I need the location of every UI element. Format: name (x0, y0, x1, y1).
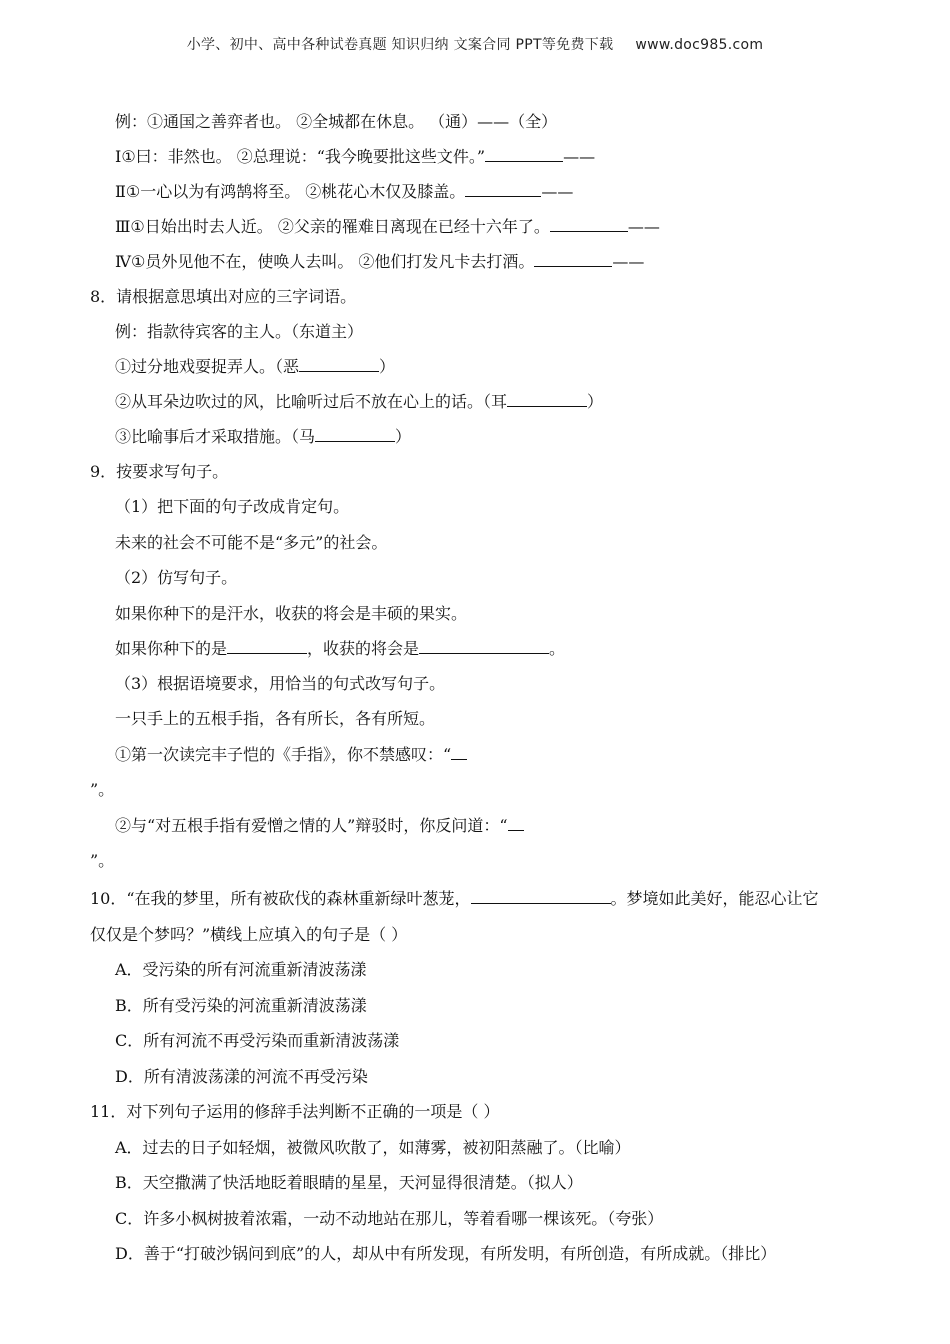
q10-option-b[interactable]: B．所有受污染的河流重新清波荡漾 (115, 996, 367, 1015)
q9-part-1: （1）把下面的句子改成肯定句。 (115, 497, 350, 516)
q7-item-1-text: Ⅰ①曰：非然也。 ②总理说：“我今晚要批这些文件。” (115, 147, 486, 166)
q11-option-d[interactable]: D．善于“打破沙锅问到底”的人，却从中有所发现，有所发明，有所创造，有所成就。（排比） (115, 1244, 777, 1263)
q11-title: 11．对下列句子运用的修辞手法判断不正确的一项是（ ） (90, 1102, 500, 1121)
answer-blank[interactable] (315, 426, 395, 442)
q9-part-3: （3）根据语境要求，用恰当的句式改写句子。 (115, 674, 446, 693)
q9-part-3-item-1-end: ”。 (90, 780, 115, 799)
q7-item-3-text: Ⅲ①日始出时去人近。 ②父亲的罹难日离现在已经十六年了。 (115, 217, 550, 236)
q11-option-c[interactable]: C．许多小枫树披着浓霜，一动不动地站在那儿，等着看哪一棵该死。（夸张） (115, 1209, 664, 1228)
answer-blank[interactable] (299, 356, 379, 372)
q7-item-2 (115, 181, 573, 203)
q11-option-a[interactable]: A．过去的日子如轻烟，被微风吹散了，如薄雾，被初阳蒸融了。（比喻） (115, 1138, 631, 1157)
q7-item-4 (115, 251, 644, 273)
q7-item-4-text: Ⅳ①员外见他不在，使唤人去叫。 ②他们打发凡卡去打酒。 (115, 252, 535, 271)
q8-item-1 (115, 356, 395, 378)
q9-fill-text-1: 如果你种下的是 (115, 639, 228, 658)
q8-item-1-text: ①过分地戏耍捉弄人。（恶 (115, 357, 300, 376)
q8-title: 8．请根据意思填出对应的三字词语。 (90, 287, 357, 306)
q8-item-3 (115, 426, 411, 448)
q10-line-2: 仅仅是个梦吗？”横线上应填入的句子是（ ） (90, 925, 408, 944)
q7-item-2-text: Ⅱ①一心以为有鸿鹄将至。 ②桃花心木仅及膝盖。 (115, 182, 466, 201)
q8-item-3-close: ） (395, 427, 412, 446)
q9-part-3-item-2-text: ②与“对五根手指有爱憎之情的人”辩驳时，你反问道：“ (115, 816, 508, 835)
q10-option-a[interactable]: A．受污染的所有河流重新清波荡漾 (115, 960, 367, 979)
q7-item-3 (115, 216, 660, 238)
q9-part-3-item-1-text: ①第一次读完丰子恺的《手指》，你不禁感叹：“ (115, 745, 452, 764)
q8-item-3-text: ③比喻事后才采取措施。（马 (115, 427, 316, 446)
q8-item-2-close: ） (587, 392, 604, 411)
q10-text-1: 10．“在我的梦里，所有被砍伐的森林重新绿叶葱茏， (90, 889, 471, 908)
answer-blank[interactable] (465, 181, 541, 197)
q10-option-c[interactable]: C．所有河流不再受污染而重新清波荡漾 (115, 1031, 400, 1050)
answer-blank[interactable] (471, 888, 611, 904)
q9-part-3-item-2 (115, 815, 524, 837)
header-text: 小学、初中、高中各种试卷真题 知识归纳 文案合同 PPT等免费下载 (186, 37, 614, 53)
answer-blank[interactable] (508, 815, 524, 831)
q9-title: 9．按要求写句子。 (90, 462, 229, 481)
q9-fill-text-3: 。 (549, 639, 566, 658)
answer-blank[interactable] (227, 638, 307, 654)
answer-blank[interactable] (550, 216, 628, 232)
q10-option-d[interactable]: D．所有清波荡漾的河流不再受污染 (115, 1067, 368, 1086)
q10-text-2: 。梦境如此美好，能忍心让它 (610, 889, 819, 908)
page-header (0, 34, 950, 54)
q9-fill-text-2: ，收获的将会是 (307, 639, 420, 658)
q8-example: 例：指款待宾客的主人。（东道主） (115, 322, 364, 341)
answer-blank[interactable] (534, 251, 612, 267)
q11-option-b[interactable]: B．天空撒满了快活地眨着眼睛的星星，天河显得很清楚。（拟人） (115, 1173, 583, 1192)
q9-part-1-sentence: 未来的社会不可能不是“多元”的社会。 (115, 533, 388, 552)
q9-part-3-item-1 (115, 744, 467, 766)
q7-example: 例：①通国之善弈者也。 ②全城都在休息。 （通）——（全） (115, 112, 558, 131)
answer-blank[interactable] (507, 391, 587, 407)
q9-part-3-item-2-end: ”。 (90, 851, 115, 870)
header-site: www.doc985.com (635, 37, 764, 53)
q7-item-1 (115, 146, 595, 168)
q8-item-1-close: ） (379, 357, 396, 376)
answer-blank[interactable] (485, 146, 563, 162)
q8-item-2 (115, 391, 603, 413)
answer-blank[interactable] (451, 744, 467, 760)
q7-item-1-dash: —— (563, 147, 596, 166)
q9-part-2-sentence: 如果你种下的是汗水，收获的将会是丰硕的果实。 (115, 604, 468, 623)
q8-item-2-text: ②从耳朵边吹过的风，比喻听过后不放在心上的话。（耳 (115, 392, 508, 411)
q9-part-2-fill (115, 638, 565, 660)
q7-item-3-dash: —— (627, 217, 660, 236)
q9-part-3-sentence: 一只手上的五根手指，各有所长，各有所短。 (115, 709, 436, 728)
q9-part-2: （2）仿写句子。 (115, 568, 238, 587)
q7-item-2-dash: —— (541, 182, 574, 201)
q10-line-1 (90, 888, 819, 910)
q7-item-4-dash: —— (612, 252, 645, 271)
answer-blank[interactable] (419, 638, 549, 654)
